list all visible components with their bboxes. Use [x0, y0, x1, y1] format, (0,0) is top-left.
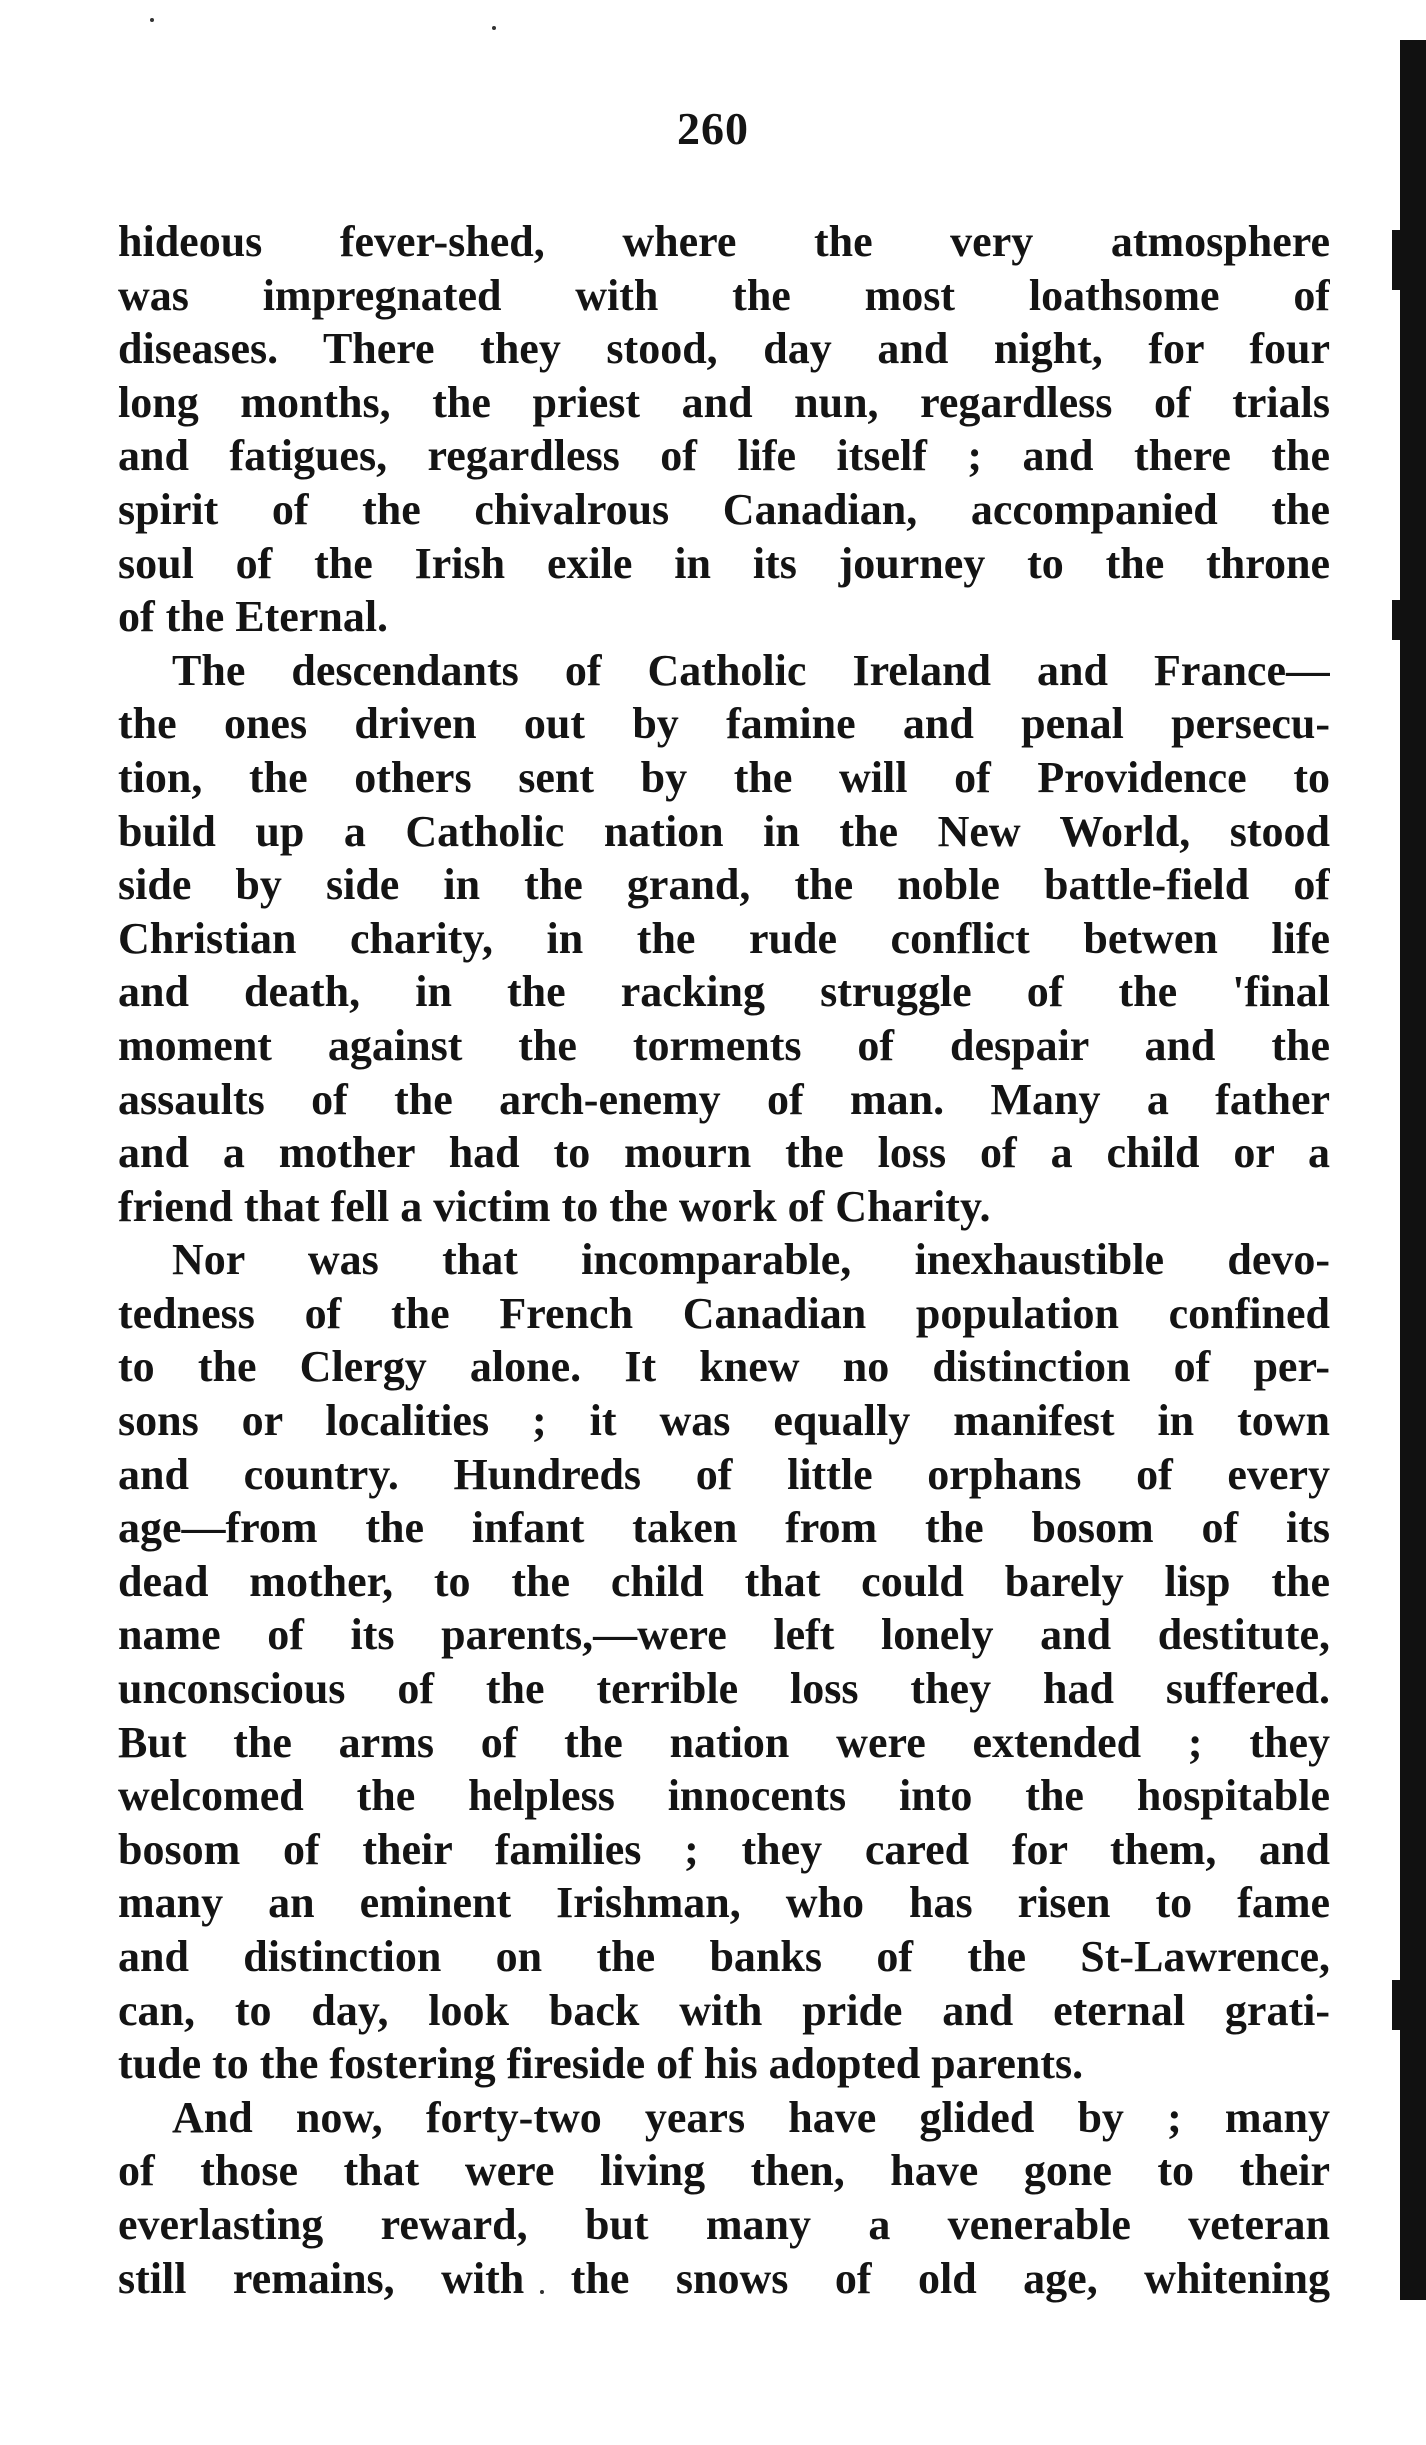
text-line: was impregnated with the most loathsome of [118, 270, 1330, 320]
text-line: name of its parents,—were left lonely and destitute, [118, 1610, 1330, 1660]
scan-edge-shadow [1400, 40, 1426, 2300]
scan-edge-notch [1392, 230, 1402, 290]
text-line: dead mother, to the child that could barely lisp the [118, 1556, 1330, 1606]
text-line: soul of the Irish exile in its journey to the throne [118, 538, 1330, 588]
text-line: to the Clergy alone. It knew no distinction of per- [118, 1342, 1330, 1392]
scan-speck [492, 26, 496, 30]
text-line: But the arms of the nation were extended ; they [118, 1717, 1330, 1767]
text-line: still remains, with the snows of old age, whitening [118, 2253, 1330, 2303]
text-line: And now, forty-two years have glided by ; many [172, 2092, 1330, 2142]
text-line: and a mother had to mourn the loss of a child or a [118, 1128, 1330, 1178]
text-line: many an eminent Irishman, who has risen to fame [118, 1878, 1330, 1928]
text-line: moment against the torments of despair and the [118, 1020, 1330, 1070]
page-number: 260 [677, 103, 749, 154]
text-line: can, to day, look back with pride and eternal grati- [118, 1985, 1330, 2035]
scan-edge-notch [1392, 600, 1402, 640]
text-line: the ones driven out by famine and penal persecu- [118, 699, 1330, 749]
text-line: and distinction on the banks of the St-Lawrence, [118, 1932, 1330, 1981]
text-line: diseases. There they stood, day and night, for four [118, 324, 1330, 374]
text-line: tedness of the French Canadian population confined [118, 1288, 1330, 1338]
body-text [118, 215, 1330, 2305]
text-line: of the Eternal. [118, 592, 389, 642]
text-line: assaults of the arch-enemy of man. Many a father [118, 1074, 1330, 1124]
text-line: build up a Catholic nation in the New World, stood [118, 806, 1330, 856]
text-line: and death, in the racking struggle of the 'final [118, 967, 1330, 1017]
text-line: side by side in the grand, the noble battle-field of [118, 860, 1330, 910]
text-line: unconscious of the terrible loss they had suffered. [118, 1664, 1330, 1714]
text-line: tion, the others sent by the will of Providence to [118, 752, 1330, 802]
scan-speck [150, 18, 154, 22]
text-line: Nor was that incomparable, inexhaustible devo- [172, 1235, 1330, 1285]
text-line: Christian charity, in the rude conflict betwen life [118, 913, 1330, 963]
text-line: hideous fever-shed, where the very atmosphere [118, 217, 1330, 266]
scan-edge-notch [1392, 1980, 1402, 2030]
text-line: spirit of the chivalrous Canadian, accompanied the [118, 484, 1330, 534]
text-line: tude to the fostering fireside of his adopted parents. [118, 2039, 1084, 2089]
text-line: of those that were living then, have gone to their [118, 2146, 1330, 2196]
text-line: and country. Hundreds of little orphans of every [118, 1449, 1330, 1499]
text-line: bosom of their families ; they cared for them, and [118, 1824, 1330, 1874]
text-line: welcomed the helpless innocents into the hospitable [118, 1771, 1330, 1821]
text-line: everlasting reward, but many a venerable veteran [118, 2199, 1330, 2249]
text-line: The descendants of Catholic Ireland and France— [172, 645, 1330, 695]
text-line: age—from the infant taken from the bosom of its [118, 1503, 1330, 1553]
text-line: friend that fell a victim to the work of Charity. [118, 1181, 991, 1231]
text-line: and fatigues, regardless of life itself ; and there the [118, 431, 1330, 481]
text-line: long months, the priest and nun, regardless of trials [118, 377, 1330, 427]
text-line: sons or localities ; it was equally manifest in town [118, 1396, 1330, 1446]
